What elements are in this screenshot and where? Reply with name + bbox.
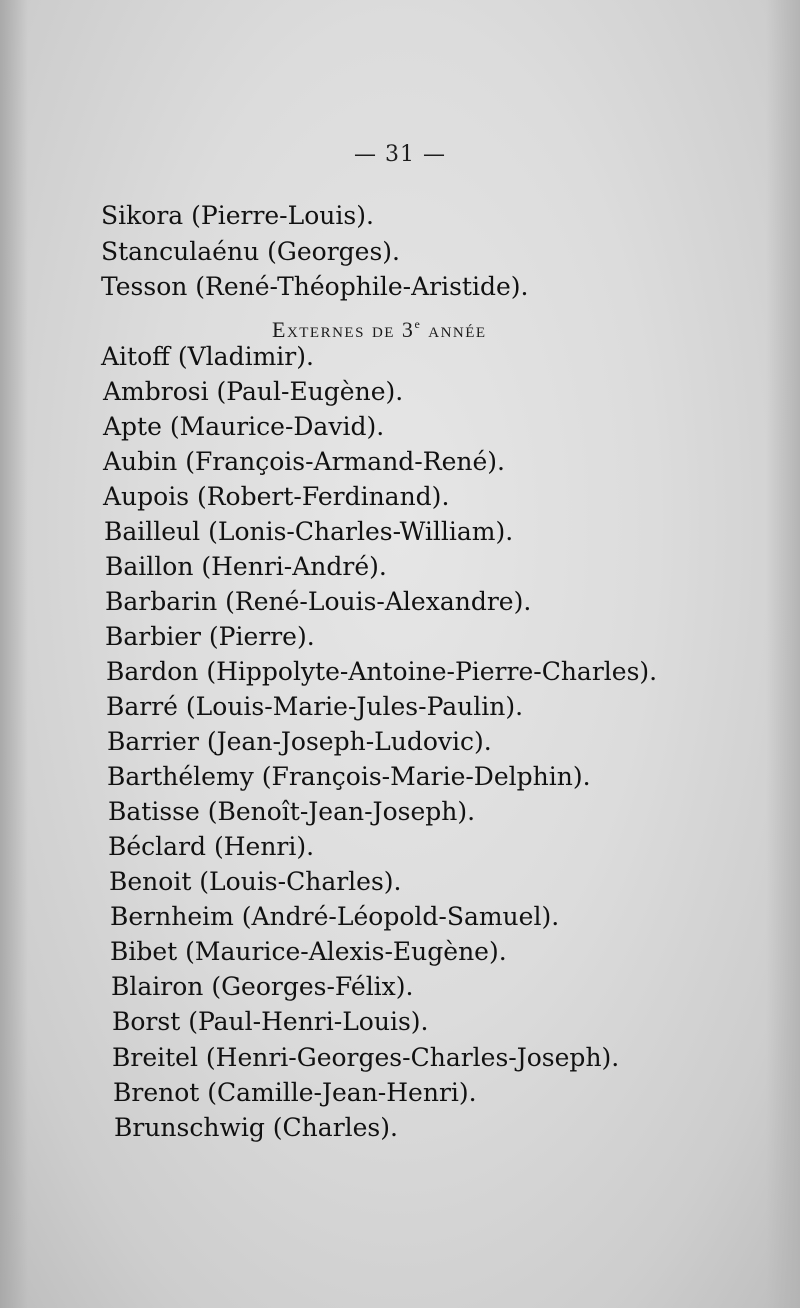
- list-item: Barbier (Pierre).: [105, 622, 315, 651]
- list-item: Béclard (Henri).: [108, 832, 315, 861]
- list-item: Ambrosi (Paul-Eugène).: [103, 377, 404, 406]
- list-item: Breitel (Henri-Georges-Charles-Joseph).: [112, 1043, 620, 1072]
- list-item: Bailleul (Lonis-Charles-William).: [104, 517, 514, 546]
- list-item: Barré (Louis-Marie-Jules-Paulin).: [106, 692, 524, 721]
- list-item: Stanculaénu (Georges).: [101, 237, 400, 266]
- page-number: — 31 —: [354, 142, 446, 167]
- list-item: Benoit (Louis-Charles).: [109, 867, 402, 896]
- page-edge-shadow-right: [766, 0, 800, 1308]
- list-item: Sikora (Pierre-Louis).: [101, 201, 374, 230]
- list-item: Bibet (Maurice-Alexis-Eugène).: [110, 937, 507, 966]
- list-item: Barrier (Jean-Joseph-Ludovic).: [107, 727, 492, 756]
- list-item: Apte (Maurice-David).: [103, 412, 385, 441]
- list-item: Brunschwig (Charles).: [114, 1113, 398, 1142]
- list-item: Tesson (René-Théophile-Aristide).: [101, 272, 529, 301]
- list-item: Batisse (Benoît-Jean-Joseph).: [108, 797, 476, 826]
- list-item: Baillon (Henri-André).: [105, 552, 387, 581]
- list-item: Bernheim (André-Léopold-Samuel).: [110, 902, 560, 931]
- list-item: Barbarin (René-Louis-Alexandre).: [105, 587, 532, 616]
- list-item: Borst (Paul-Henri-Louis).: [112, 1007, 429, 1036]
- list-item: Aitoff (Vladimir).: [101, 342, 314, 371]
- section-heading: Externes de 3e année: [272, 317, 487, 342]
- list-item: Aupois (Robert-Ferdinand).: [103, 482, 450, 511]
- page-edge-shadow-left: [0, 0, 28, 1308]
- list-item: Blairon (Georges-Félix).: [111, 972, 414, 1001]
- list-item: Bardon (Hippolyte-Antoine-Pierre-Charles).: [106, 657, 658, 686]
- list-item: Brenot (Camille-Jean-Henri).: [113, 1078, 477, 1107]
- list-item: Barthélemy (François-Marie-Delphin).: [107, 762, 591, 791]
- list-item: Aubin (François-Armand-René).: [103, 447, 505, 476]
